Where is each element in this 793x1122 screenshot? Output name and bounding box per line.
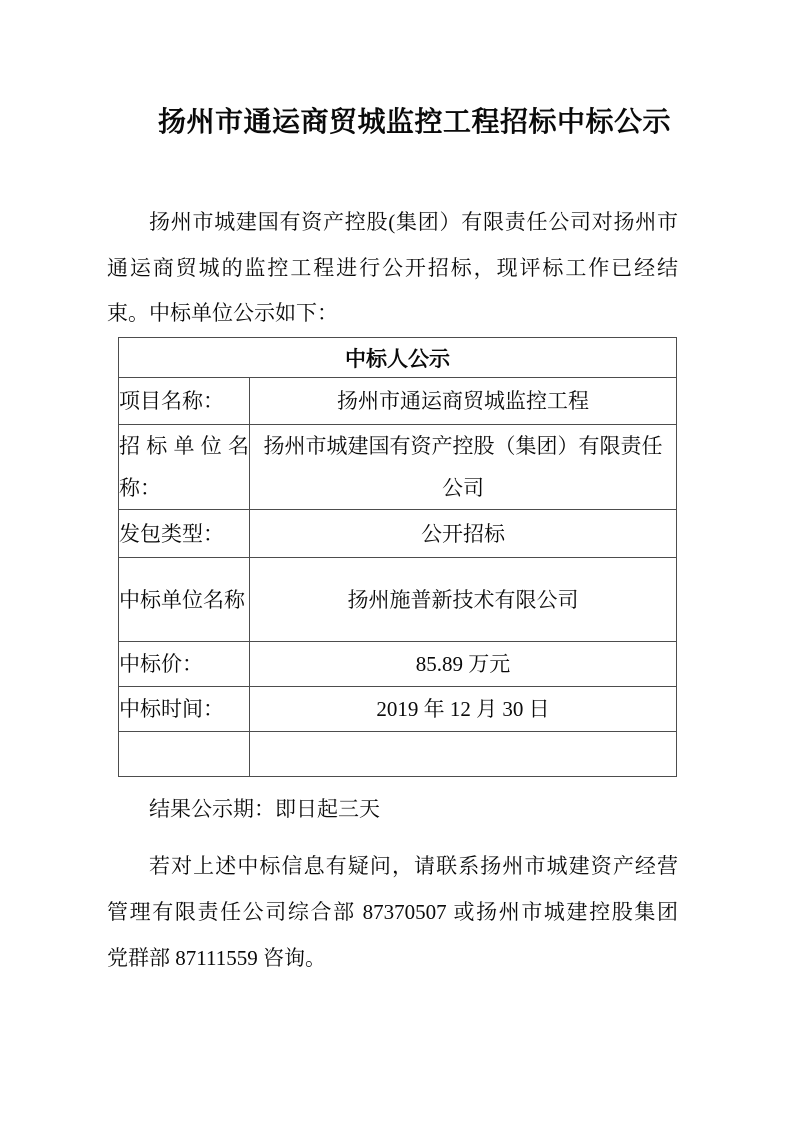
winning-price-label: 中标价： bbox=[119, 642, 250, 687]
winning-price-value: 85.89 万元 bbox=[250, 642, 677, 687]
table-title: 中标人公示 bbox=[119, 338, 677, 378]
empty-row-label bbox=[119, 732, 250, 777]
result-period-text: 结果公示期：即日起三天 bbox=[149, 797, 380, 821]
table-row-tendering-unit bbox=[119, 425, 677, 510]
table-row-contract-type bbox=[119, 510, 677, 558]
intro-line-2: 通运商贸城的监控工程进行公开招标，现评标工作已经结 bbox=[107, 255, 678, 280]
winning-unit-label: 中标单位名称 bbox=[119, 558, 250, 642]
table-row-winning-unit bbox=[119, 558, 677, 642]
project-name-label: 项目名称： bbox=[119, 378, 250, 425]
winning-date-value: 2019 年 12 月 30 日 bbox=[250, 687, 677, 732]
contact-line-2: 管理有限责任公司综合部 87370507 或扬州市城建控股集团 bbox=[107, 900, 678, 924]
project-name-value: 扬州市通运商贸城监控工程 bbox=[250, 378, 677, 425]
intro-paragraph bbox=[107, 200, 678, 337]
bid-result-table bbox=[118, 337, 677, 777]
intro-line-3: 束。中标单位公示如下： bbox=[107, 301, 338, 325]
contact-paragraph bbox=[107, 843, 678, 981]
tendering-unit-value-line-2: 公司 bbox=[442, 476, 484, 500]
contract-type-value: 公开招标 bbox=[250, 510, 677, 558]
table-row-empty bbox=[119, 732, 677, 777]
table-row-winning-date bbox=[119, 687, 677, 732]
document-title: 扬州市通运商贸城监控工程招标中标公示 bbox=[157, 107, 671, 138]
intro-line-1: 扬州市城建国有资产控股(集团）有限责任公司对扬州市 bbox=[149, 210, 678, 234]
contact-line-3: 党群部 87111559 咨询。 bbox=[107, 946, 326, 970]
table-header-row bbox=[119, 338, 677, 378]
empty-row-value bbox=[250, 732, 677, 777]
contact-line-1: 若对上述中标信息有疑问，请联系扬州市城建资产经营 bbox=[149, 854, 678, 878]
winning-unit-value: 扬州施普新技术有限公司 bbox=[250, 558, 677, 642]
contract-type-label: 发包类型： bbox=[119, 510, 250, 558]
tendering-unit-value-line-1: 扬州市城建国有资产控股（集团）有限责任 bbox=[263, 434, 663, 458]
tendering-unit-label: 招标单位名称： bbox=[119, 425, 250, 510]
table-row-winning-price bbox=[119, 642, 677, 687]
tendering-unit-value bbox=[250, 425, 677, 510]
table-row-project-name bbox=[119, 378, 677, 425]
winning-date-label: 中标时间： bbox=[119, 687, 250, 732]
